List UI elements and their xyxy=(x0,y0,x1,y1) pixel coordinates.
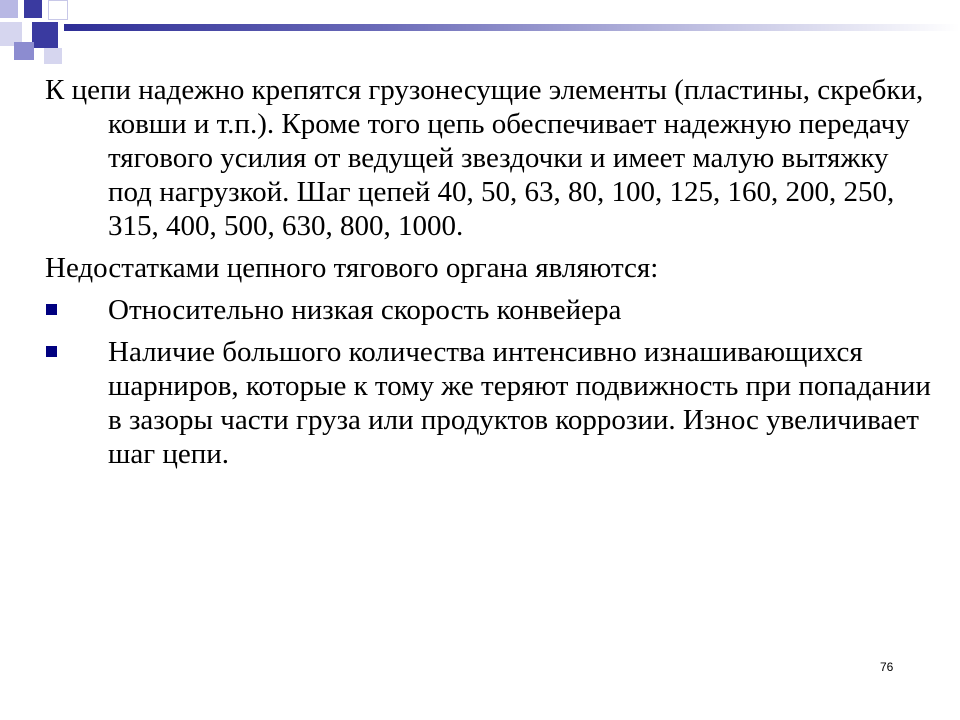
decor-square xyxy=(32,22,58,48)
page-number: 76 xyxy=(880,660,894,674)
bullet-text: Наличие большого количества интенсивно изнашивающихся шарниров, которые к тому же теряют подвижность при попадании в зазоры части груза или продуктов коррозии. Износ увеличивает шаг цепи. xyxy=(108,336,931,470)
bullet-item xyxy=(45,335,935,471)
decor-square xyxy=(24,0,42,18)
intro-paragraph: К цепи надежно крепятся грузонесущие элементы (пластины, скребки, ковши и т.п.). Кроме того цепь обеспечивает надежную передачу тягового усилия от ведущей звездочки и имеет малую вытяжку под нагрузкой. Шаг цепей 40, 50, 63, 80, 100, 125, 160, 200, 250, 315, 400, 500, 630, 800, 1000. xyxy=(45,74,924,242)
decor-square xyxy=(44,48,62,64)
bullet-item xyxy=(45,293,935,327)
disadvantages-heading: Недостатками цепного тягового органа являются: xyxy=(45,252,659,284)
decor-square xyxy=(0,0,18,18)
square-bullet-icon xyxy=(46,304,57,315)
bullet-text: Относительно низкая скорость конвейера xyxy=(108,294,622,326)
header-gradient-bar xyxy=(64,24,960,31)
square-bullet-icon xyxy=(46,346,57,357)
slide-content xyxy=(45,73,935,479)
header-decoration xyxy=(0,0,960,70)
decor-square xyxy=(14,42,34,60)
decor-square xyxy=(48,0,68,20)
